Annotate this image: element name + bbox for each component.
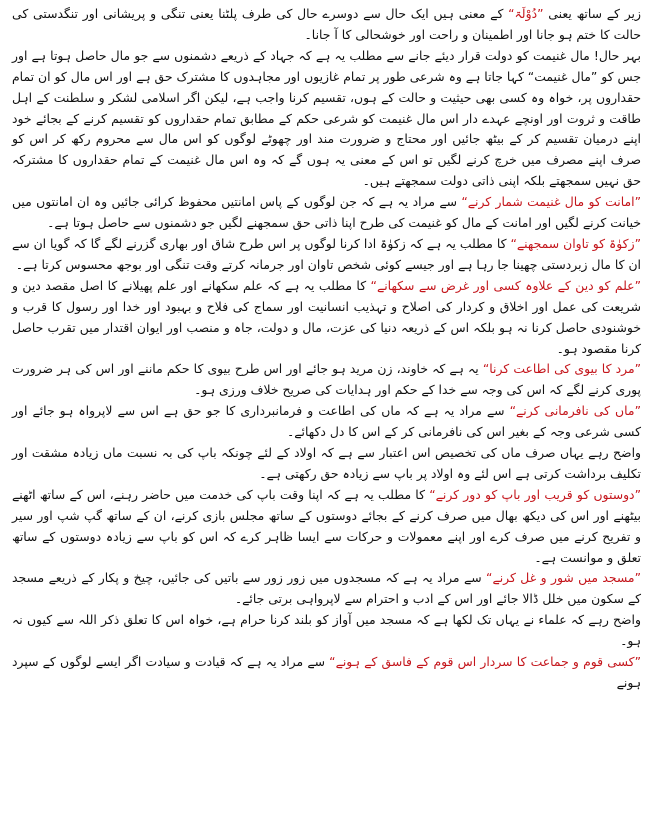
text-run: سے مراد یہ ہے کہ ماں کی اطاعت و فرمانبرداری کا جو حق ہے اس سے لاپرواہ ہو جائے اور کسی شرعی وجہ کے بغیر اس کی نافرمانی کر کے اس کا دل دکھائے۔ (12, 403, 641, 440)
highlighted-term: ”امانت کو مال غنیمت شمار کرنے“ (461, 194, 642, 210)
text-run: سے مراد یہ ہے کہ مسجدوں میں زور زور سے باتیں کی جائیں، چیخ و پکار کے ذریعے مسجد کے سکون میں خلل ڈالا جائے اور اس کے ادب و احترام سے لاپرواہی برتی جائے۔ (12, 570, 641, 607)
paragraph (12, 652, 641, 694)
paragraph (12, 359, 641, 401)
highlighted-term: ”دوستوں کو قریب اور باپ کو دور کرنے“ (429, 486, 641, 502)
paragraph (12, 485, 641, 569)
highlighted-term: ”دُوْلَۃ“ (508, 6, 544, 21)
highlighted-term: ”زکوٰۃ کو تاوان سمجھنے“ (510, 235, 641, 251)
paragraph (12, 46, 641, 192)
paragraph (12, 192, 641, 234)
text-run: کا مطلب یہ ہے کہ اپنا وقت باپ کی خدمت میں حاضر رہنے، اس کے ساتھ اٹھنے بیٹھنے اور اس کی دیکھ بھال میں صرف کرنے کے بجائے دوستوں کے ساتھ مجلس بازی کرنے، ان کے ساتھ گپ شپ اور سیر و تفریح کرنے میں صرف کرے اور اپنے معمولات و حرکات سے ایسا ظاہر کرے کہ اس کو باپ سے زیادہ دوستوں کے ساتھ تعلق و موانست ہے۔ (12, 486, 641, 565)
paragraph (12, 401, 641, 443)
text-run: سے مراد یہ ہے کہ قیادت و سیادت اگر ایسے لوگوں کے سپرد ہونے (12, 654, 641, 690)
highlighted-term: ”مرد کا بیوی کی اطاعت کرنا“ (482, 361, 641, 377)
text-run: کا مطلب یہ ہے کہ زکوٰۃ ادا کرنا لوگوں پر اس طرح شاق اور بھاری گزرنے لگے گا کہ گویا ان سے ان کا مال زبردستی چھینا جا رہا ہے اور جیسے کوئی شخص تاوان اور جرمانہ کرتے وقت تنگی اور بوجھ محسوس کرتا ہے۔ (12, 235, 641, 272)
paragraph (12, 4, 641, 46)
highlighted-term: ”ماں کی نافرمانی کرنے“ (509, 403, 641, 419)
highlighted-term: ”علم کو دین کے علاوہ کسی اور غرض سے سکھانے“ (370, 277, 641, 293)
highlighted-term: ”کسی قوم و جماعت کا سردار اس قوم کے فاسق کے ہونے“ (329, 654, 641, 670)
highlighted-term: ”مسجد میں شور و غل کرنے“ (486, 570, 641, 586)
text-run: زیر کے ساتھ یعنی (543, 6, 641, 21)
text-run: واضح رہے کہ علماء نے یہاں تک لکھا ہے کہ مسجد میں آواز کو بلند کرنا حرام ہے، خواہ اس کا تعلق ذکر اللہ سے کیوں نہ ہو۔ (12, 612, 641, 649)
paragraph (12, 568, 641, 610)
text-run: بہر حال! مال غنیمت کو دولت قرار دیئے جانے سے مطلب یہ ہے کہ جہاد کے ذریعے دشمنوں سے جو مال حاصل ہوتا ہے اور جس کو ”مال غنیمت“ کہا جاتا ہے وہ شرعی طور پر تمام غازیوں اور مجاہدوں کا مشترک حق ہے اور اس مال کو ان تمام حقداروں پر، خواہ وہ کسی بھی حیثیت و حالت کے ہوں، تقسیم کرنا واجب ہے، لیکن اگر اسلامی لشکر و سلطنت کے اہل طاقت و ثروت اور اونچے عہدے دار اس مال غنیمت کو شرعی حکم کے مطابق تمام حقداروں کو تقسیم کرنے کے بجائے خود اپنے درمیان تقسیم کر کے بیٹھ جائیں اور محتاج و ضرورت مند اور چھوٹے لوگوں کو اس مال سے محروم رکھ کر اس کو صرف اپنے مصرف میں خرچ کرنے لگیں تو اس کے معنی یہ ہوں گے کہ وہ اس مال غنیمت کے تمام حقداروں کا مشترکہ حق نہیں سمجھتے بلکہ اپنی ذاتی دولت سمجھتے ہیں۔ (12, 47, 641, 189)
text-run: واضح رہے یہاں صرف ماں کی تخصیص اس اعتبار سے ہے کہ اولاد کے لئے چونکہ باپ کی بہ نسبت ماں زیادہ مشقت اور تکلیف برداشت کرتی ہے اس لئے وہ اولاد پر باپ سے زیادہ حق رکھتی ہے۔ (12, 445, 641, 481)
paragraph (12, 610, 641, 652)
paragraph (12, 276, 641, 360)
paragraph (12, 443, 641, 485)
text-run: کے معنی ہیں ایک حال سے دوسرے حال کی طرف پلٹنا یعنی تنگی و پریشانی اور تنگدستی کی حالت کا ختم ہو جانا اور اطمینان و راحت اور خوشحالی کا آ جانا۔ (12, 6, 641, 42)
text-run: کا مطلب یہ ہے کہ علم سکھانے اور علم پھیلانے کا اصل مقصد دین و شریعت کی عمل اور اخلاق و کردار کی اصلاح و تہذیب انسانیت اور سماج کی فلاح و بہبود اور خدا اور رسول کا قرب و خوشنودی حاصل کرنا نہ ہو بلکہ اس کے ذریعہ دنیا کی عزت، مال و دولت، جاہ و منصب اور ایوان اقتدار میں تقرب حاصل کرنا مقصود ہو۔ (12, 277, 641, 356)
paragraph (12, 234, 641, 276)
text-run: یہ ہے کہ خاوند، زن مرید ہو جائے اور اس طرح بیوی کا حکم ماننے اور اس کی ہر ضرورت پوری کرنے لگے کہ اس کی وجہ سے خدا کے حکم اور ہدایات کی صریح خلاف ورزی ہو۔ (12, 361, 641, 398)
text-run: سے مراد یہ ہے کہ جن لوگوں کے پاس امانتیں محفوظ کرائی جائیں وہ ان امانتوں میں خیانت کرنے لگیں اور امانت کے مال کو غنیمت کی طرح اپنا ذاتی حق سمجھنے لگیں جو دشمنوں سے حاصل ہوتا ہے۔ (12, 194, 641, 231)
